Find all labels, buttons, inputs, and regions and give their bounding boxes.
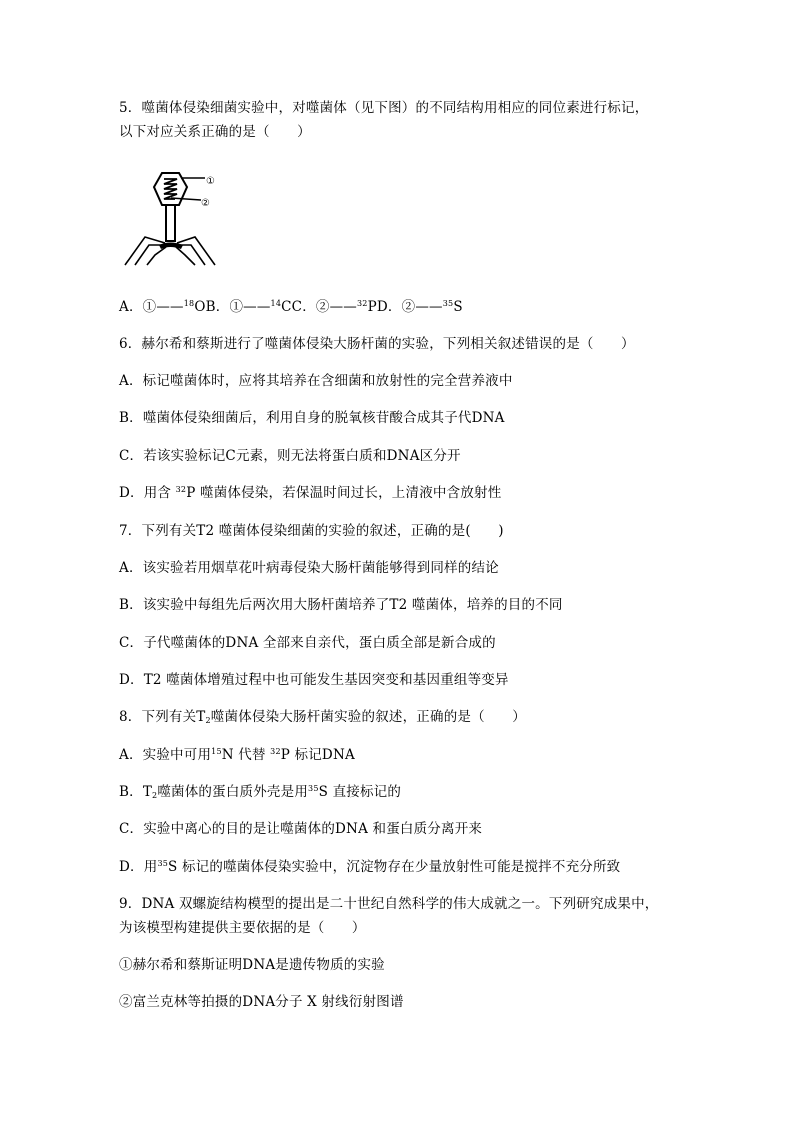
q8-option-b: [119, 782, 401, 802]
q8-option-b-sup: 35: [308, 784, 319, 793]
q6-option-d-sup: 32: [175, 485, 187, 494]
q8-option-d: [119, 857, 620, 877]
q8-option-b-sub: 2: [152, 791, 158, 800]
q8-option-a: [119, 745, 355, 765]
q6-option-d: [119, 483, 501, 503]
q6-stem: 6．赫尔希和蔡斯进行了噬菌体侵染大肠杆菌的实验，下列相关叙述错误的是（ ）: [119, 336, 635, 352]
q5-option-b-suffix: C: [281, 299, 292, 315]
q5-option-b-sup: 14: [270, 299, 282, 308]
q7-option-b: B．该实验中每组先后两次用大肠杆菌培养了T2 噬菌体，培养的目的不同: [119, 597, 563, 613]
q9-item-2: ②富兰克林等拍摄的DNA分子 X 射线衍射图谱: [119, 994, 404, 1010]
q6-option-b: B．噬菌体侵染细菌后，利用自身的脱氧核苷酸合成其子代DNA: [119, 410, 505, 426]
q8-option-b-mid: 噬菌体的蛋白质外壳是用: [157, 784, 309, 800]
q5-option-c-suffix: P: [367, 299, 377, 315]
q6-option-a: A．标记噬菌体时，应将其培养在含细菌和放射性的完全营养液中: [119, 373, 513, 389]
q5-option-a-suffix: O: [194, 299, 206, 315]
q5-option-c-prefix: C．②——: [291, 299, 358, 315]
bacteriophage-figure: [117, 165, 237, 275]
q7-option-d: D．T2 噬菌体增殖过程中也可能发生基因突变和基因重组等变异: [119, 672, 509, 688]
q5-option-d-suffix: S: [453, 299, 463, 315]
q5-option-c-sup: 32: [357, 299, 368, 308]
q6-option-d-prefix: D．用含: [119, 485, 176, 501]
q5-option-b-prefix: B．①——: [205, 299, 271, 315]
q6-option-d-suffix: P 噬菌体侵染，若保温时间过长，上清液中含放射性: [186, 485, 502, 501]
q8-option-c: C．实验中离心的目的是让噬菌体的DNA 和蛋白质分离开来: [119, 821, 483, 837]
q8-stem-suffix: 噬菌体侵染大肠杆菌实验的叙述，正确的是（ ）: [210, 709, 526, 725]
q5-option-a-prefix: A．①——: [119, 299, 184, 315]
q8-option-a-mid: N 代替: [221, 747, 271, 763]
bacteriophage-diagram: [117, 165, 237, 275]
q6-option-c: C．若该实验标记C元素，则无法将蛋白质和DNA区分开: [119, 448, 461, 464]
figure-marker-1: ①: [206, 176, 215, 187]
q8-stem-sub: 2: [205, 716, 211, 725]
q8-option-a-suffix: P 标记DNA: [280, 747, 355, 763]
q8-stem-prefix: 8．下列有关T: [119, 709, 206, 725]
q8-stem: [119, 707, 526, 727]
q5-option-d-sup: 35: [442, 299, 454, 308]
q7-stem: 7．下列有关T2 噬菌体侵染细菌的实验的叙述，正确的是( ): [119, 523, 504, 539]
q9-stem-line1: 9．DNA 双螺旋结构模型的提出是二十世纪自然科学的伟大成就之一。下列研究成果中，: [119, 896, 659, 912]
phage-fiber: [176, 247, 195, 265]
q5-option-a-sup: 18: [183, 299, 195, 308]
q5-stem-line1: 5．噬菌体侵染细菌实验中，对噬菌体（见下图）的不同结构用相应的同位素进行标记，: [119, 100, 649, 116]
q8-option-d-suffix: S 标记的噬菌体侵染实验中，沉淀物存在少量放射性可能是搅拌不充分所致: [168, 859, 621, 875]
q7-option-c: C．子代噬菌体的DNA 全部来自亲代，蛋白质全部是新合成的: [119, 635, 496, 651]
q7-option-a: A．该实验若用烟草花叶病毒侵染大肠杆菌能够得到同样的结论: [119, 560, 499, 576]
q8-option-b-prefix: B．T: [119, 784, 153, 800]
q5-option-d-prefix: D．②——: [376, 299, 443, 315]
q8-option-a-prefix: A．实验中可用: [119, 747, 212, 763]
q5-stem-line2: 以下对应关系正确的是（ ）: [119, 124, 311, 140]
figure-marker-2: ②: [201, 198, 210, 209]
q8-option-b-suffix: S 直接标记的: [318, 784, 402, 800]
q8-option-a-sup2: 32: [270, 747, 281, 756]
phage-fiber: [147, 247, 166, 265]
q9-stem-line2: 为该模型构建提供主要依据的是（ ）: [119, 920, 366, 936]
q8-option-d-sup: 35: [157, 859, 169, 868]
q8-option-a-sup1: 15: [211, 747, 222, 756]
q9-item-1: ①赫尔希和蔡斯证明DNA是遗传物质的实验: [119, 957, 385, 973]
phage-tail: [166, 205, 175, 241]
q8-option-d-prefix: D．用: [119, 859, 158, 875]
q5-options: [119, 297, 463, 317]
